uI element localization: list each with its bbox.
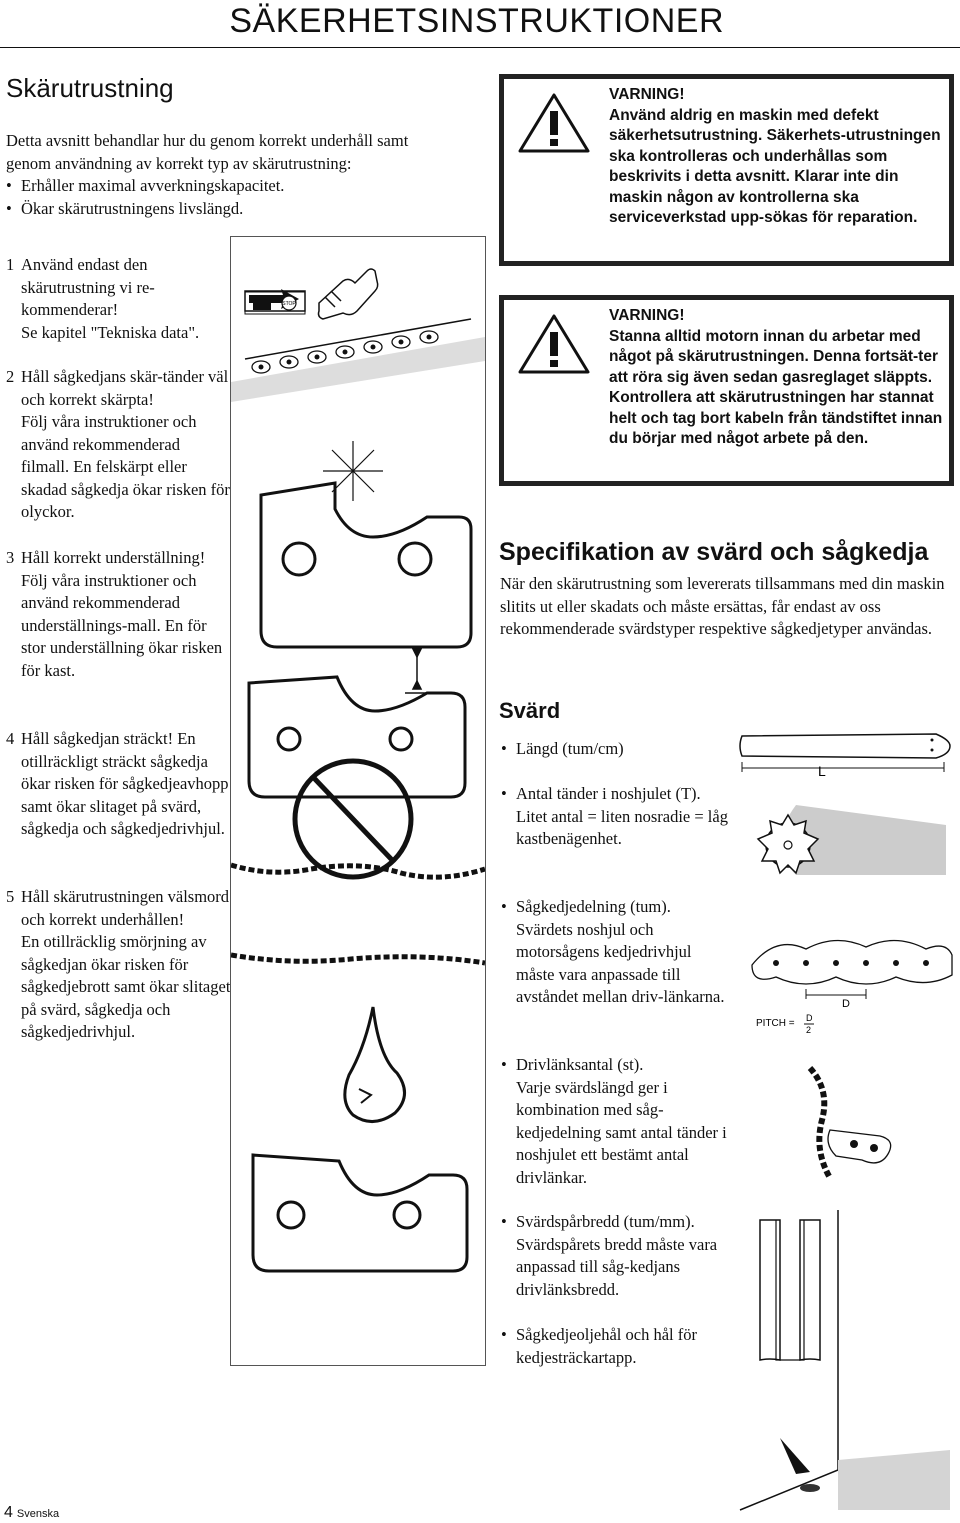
stop-label: STOP	[282, 301, 296, 307]
pitch-d-label: D	[842, 998, 850, 1010]
oil-drop-icon	[345, 1007, 405, 1122]
spec-bullet-title: Svärdspårbredd (tum/mm).	[516, 1212, 695, 1231]
pitch-prefix-label: PITCH =	[756, 1018, 795, 1029]
intro-line: genom användning av korrekt typ av skärutrustning:	[6, 153, 352, 173]
intro-bullet: • Erhåller maximal avverkningskapacitet.	[6, 175, 476, 198]
warning-box-1	[499, 74, 954, 266]
item-title: Håll korrekt underställning!	[21, 548, 206, 567]
spec-bullet-length	[499, 738, 729, 761]
section-heading-svard: Svärd	[499, 698, 561, 723]
page-title: SÄKERHETSINSTRUKTIONER	[229, 2, 724, 40]
spec-bullet-title: Längd (tum/cm)	[516, 739, 624, 758]
bullet-dot: •	[501, 739, 507, 758]
item-number: 4	[6, 729, 15, 748]
item-2	[6, 366, 231, 524]
intro-line: Detta avsnitt behandlar hur du genom korrekt underhåll samt	[6, 131, 409, 150]
warning-text: Använd aldrig en maskin med defekt säkerhetsutrustning. Säkerhets-utrustningen ska kontrolleras och underhållas som beskrivits i detta avsnitt. Klarar inte din maskin någon av kontrollerna ska serviceverkstad upp-sökas för reparation.	[609, 106, 941, 226]
spec-bullet-body: Litet antal = liten nosradie = låg kastbenägenhet.	[516, 806, 728, 848]
spec-bullet-body: Varje svärdslängd ger i kombination med såg-kedjedelning samt antal tänder i noshjulet ett bestämt antal drivlänkar.	[516, 1077, 727, 1187]
section-heading-specifikation: Specifikation av svärd och sågkedja	[499, 538, 929, 566]
spec-bullet-title: Antal tänder i noshjulet (T).	[516, 784, 701, 803]
spec-bullet-body: Svärdspårets bredd måste vara anpassad till såg-kedjans drivlänksbredd.	[516, 1234, 718, 1299]
chain-pitch-diagram	[746, 905, 956, 1040]
spec-bullet-teeth	[499, 783, 729, 851]
item-5	[6, 886, 231, 1044]
item-4	[6, 728, 231, 841]
left-intro	[6, 130, 476, 220]
cutter-tooth-illustration-bottom	[253, 1155, 467, 1271]
glove-icon	[319, 269, 378, 319]
item-body: Följ våra instruktioner och använd rekommenderad underställnings-mall. En för stor underställning ökar risken för kast.	[21, 570, 223, 680]
pitch-denominator: 2	[806, 1025, 812, 1035]
depth-gauge-illustration	[249, 677, 465, 797]
sparkle-icon	[323, 441, 383, 501]
warning-triangle-icon	[518, 312, 590, 376]
warning-label: VARNING!	[609, 307, 685, 324]
bullet-dot: •	[501, 897, 507, 916]
title-rule	[0, 47, 960, 48]
item-body: En otillräcklig smörjning av sågkedjan ökar risken för sågkedjebrott samt ökar slitaget på svärd, sågkedja och sågkedjedrivhjul.	[21, 932, 231, 1041]
item-3	[6, 547, 231, 682]
item-body: Se kapitel "Tekniska data".	[21, 322, 200, 342]
warning-text: Stanna alltid motorn innan du arbetar med något på skärutrustningen. Denna fortsät-ter att röra sig även sedan gasreglaget släppts. Kontrollera att skärutrustningen har stannat helt och tag bort kabeln från tändstiftet innan du börjar med något arbete på den.	[609, 327, 943, 447]
nose-sprocket-diagram	[756, 795, 956, 885]
item-1	[6, 254, 231, 344]
spec-bullet-pitch	[499, 896, 729, 1009]
intro-bullet: • Ökar skärutrustningens livslängd.	[6, 198, 476, 221]
spec-bullet-oilhole	[499, 1324, 729, 1369]
spec-bullet-title: Sågkedjedelning (tum).	[516, 897, 671, 916]
spec-bullet-drivelinks	[499, 1054, 729, 1189]
page-number: 4	[4, 1504, 13, 1521]
length-label: L	[818, 763, 826, 779]
spec-bullet-title: Drivlänksantal (st).	[516, 1055, 644, 1074]
section-heading-skarutrustning: Skärutrustning	[6, 73, 174, 103]
page-footer	[4, 1504, 59, 1522]
item-number: 1	[6, 255, 15, 274]
item-number: 2	[6, 367, 15, 386]
item-title: Håll sågkedjan sträckt! En otillräckligt sträckt sågkedja ökar risken för sågkedjeavhopp samt ökar slitaget på svärd, sågkedja och sågkedjedrivhjul.	[21, 729, 229, 838]
pitch-numerator: D	[806, 1013, 813, 1023]
cutter-tooth-illustration	[261, 483, 471, 647]
item-title: Använd endast den skärutrustning vi re-kommenderar!	[21, 255, 155, 319]
drive-link-diagram	[770, 1060, 920, 1200]
prohibited-sign-icon	[295, 761, 411, 877]
footer-language: Svenska	[16, 1508, 60, 1520]
item-title: Håll sågkedjans skär-tänder väl och korrekt skärpta!	[21, 367, 229, 409]
warning-label: VARNING!	[609, 86, 685, 103]
intro-bullets	[6, 175, 476, 220]
bullet-dot: •	[501, 1325, 507, 1344]
item-title: Håll skärutrustningen välsmord och korrekt underhållen!	[21, 887, 230, 929]
bar-groove-diagram	[740, 1210, 920, 1510]
spec-bullet-body: Svärdets noshjul och motorsågens kedjedrivhjul måste vara anpassade till avståndet mellan driv-länkarna.	[516, 919, 725, 1006]
spec-bullet-title: Sågkedjeoljehål och hål för kedjesträckartapp.	[516, 1325, 697, 1367]
item-number: 3	[6, 548, 15, 567]
bullet-dot: •	[501, 1212, 507, 1231]
bullet-dot: •	[501, 784, 507, 803]
warning-triangle-icon	[518, 91, 590, 155]
item-number: 5	[6, 887, 15, 906]
bullet-dot: •	[501, 1055, 507, 1074]
spec-intro: När den skärutrustning som levererats tillsammans med din maskin slitits ut eller skadats och måste ersättas, får endast av oss rekommenderade svärdstyper respektive sågkedjetyper användas.	[500, 574, 945, 638]
depth-gauge-marker	[405, 649, 431, 693]
warning-box-2	[499, 295, 954, 486]
saw-chain-illustration	[231, 319, 485, 402]
slack-chain-illustration	[231, 865, 485, 963]
spec-bullet-groove	[499, 1211, 729, 1301]
illustration-strip	[230, 236, 486, 1366]
item-body: Följ våra instruktioner och använd rekommenderad filmall. En felskärpt eller skadad sågkedja ökar risken för olyckor.	[21, 412, 230, 521]
bar-length-diagram	[736, 730, 956, 780]
